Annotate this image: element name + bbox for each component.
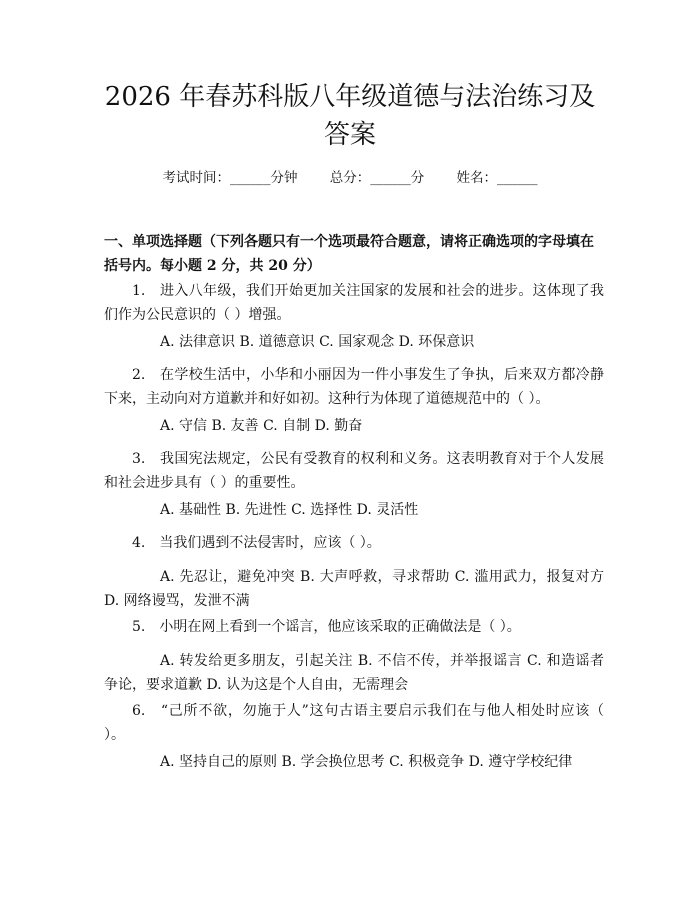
question-2: 2. 在学校生活中，小华和小丽因为一件小事发生了争执，后来双方都冷静下来，主动向对方道歉并和好如初。这种行为体现了道德规范中的（ ）。 [104,367,604,407]
question-2-options: A. 守信 B. 友善 C. 自制 D. 勤奋 [160,418,363,434]
question-5: 5. 小明在网上看到一个谣言，他应该采取的正确做法是（ ）。 [132,619,521,635]
question-3-options: A. 基础性 B. 先进性 C. 选择性 D. 灵活性 [160,502,419,518]
document-title: 2026 年春苏科版八年级道德与法治练习及答案 [104,82,596,150]
question-6: 6. “己所不欲，勿施于人”这句古语主要启示我们在与他人相处时应该（ ）。 [104,703,604,743]
name-field: 姓名：______ [456,170,538,186]
question-6-options: A. 坚持自己的原则 B. 学会换位思考 C. 积极竞争 D. 遵守学校纪律 [160,754,573,770]
question-5-options: A. 转发给更多朋友，引起关注 B. 不信不传，并举报谣言 C. 和造谣者争论，要求道歉 D. 认为这是个人自由，无需理会 [104,653,604,693]
question-4: 4. 当我们遇到不法侵害时，应该（ ）。 [132,535,381,551]
question-4-options: A. 先忍让，避免冲突 B. 大声呼救，寻求帮助 C. 滥用武力，报复对方 D. 网络谩骂，发泄不满 [104,569,604,609]
question-1-options: A. 法律意识 B. 道德意识 C. 国家观念 D. 环保意识 [160,334,475,350]
total-score-field: 总分：______分 [329,170,425,186]
section-heading: 一、单项选择题（下列各题只有一个选项最符合题意，请将正确选项的字母填在括号内。每小题 2 分，共 20 分） [104,234,594,274]
exam-time-field: 考试时间：______分钟 [162,170,298,186]
question-1: 1. 进入八年级，我们开始更加关注国家的发展和社会的进步。这体现了我们作为公民意识的（ ）增强。 [104,283,604,323]
question-3: 3. 我国宪法规定，公民有受教育的权利和义务。这表明教育对于个人发展和社会进步具有（ ）的重要性。 [104,451,604,491]
exam-info-line [0,168,700,188]
